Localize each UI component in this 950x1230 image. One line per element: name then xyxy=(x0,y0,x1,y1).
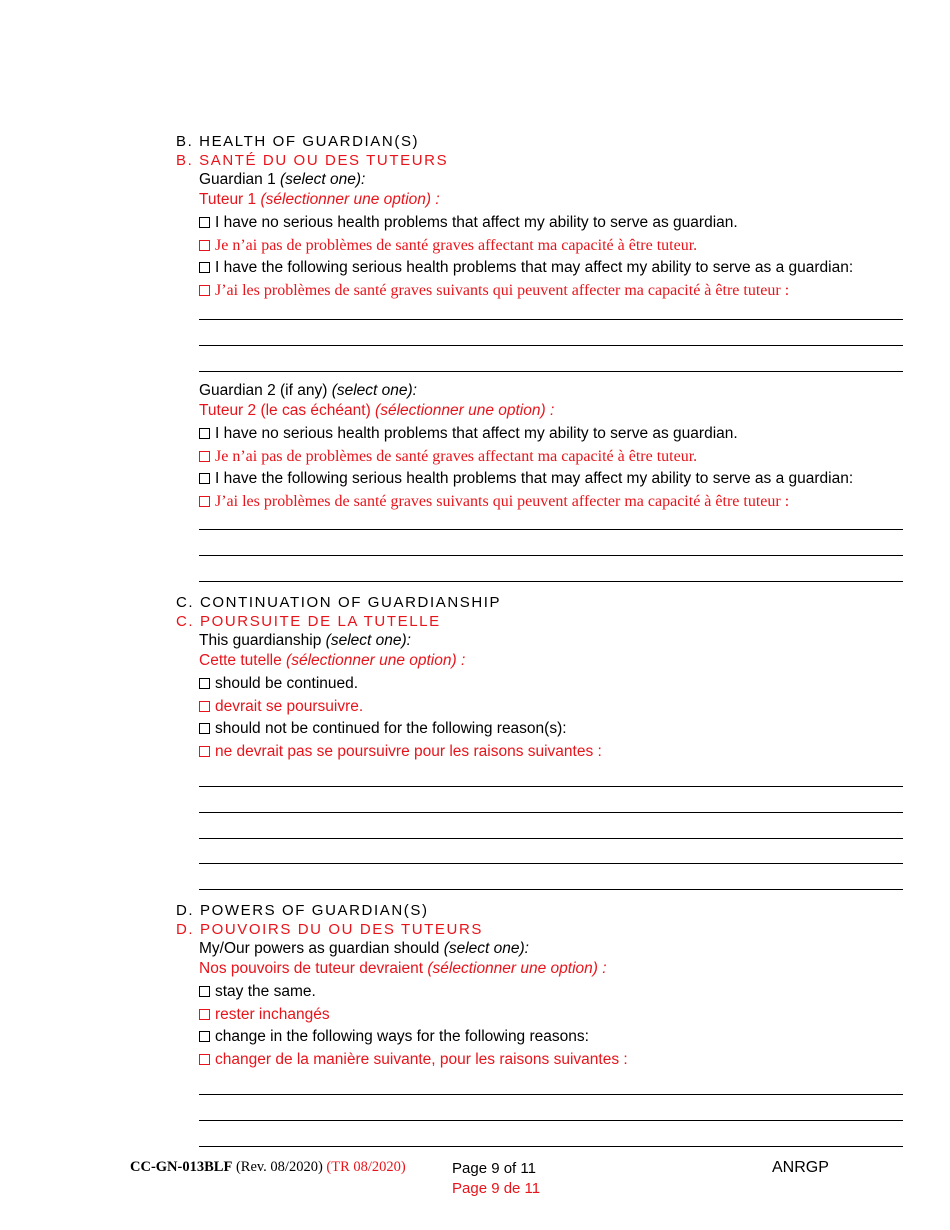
option-label: change in the following ways for the following reasons: xyxy=(215,1028,589,1045)
continue-option-en[interactable] xyxy=(199,675,358,693)
guardian2-label: Guardian 2 (if any) xyxy=(199,382,328,399)
section-b-heading-en: B. HEALTH OF GUARDIAN(S) xyxy=(176,133,420,150)
g1-answer-line[interactable] xyxy=(199,371,903,372)
checkbox[interactable] xyxy=(199,678,210,689)
powers-answer-line[interactable] xyxy=(199,1146,903,1147)
g1-answer-line[interactable] xyxy=(199,319,903,320)
powers-prompt-fr xyxy=(199,960,607,978)
checkbox[interactable] xyxy=(199,746,210,757)
continuation-answer-line[interactable] xyxy=(199,812,903,813)
continuation-label: This guardianship xyxy=(199,632,322,649)
option-label: ne devrait pas se poursuivre pour les raisons suivantes : xyxy=(215,743,602,760)
option-label: should be continued. xyxy=(215,675,359,692)
powers-answer-line[interactable] xyxy=(199,1120,903,1121)
checkbox[interactable] xyxy=(199,496,210,507)
guardian2-prompt-fr xyxy=(199,402,554,420)
checkbox[interactable] xyxy=(199,262,210,273)
powers-answer-line[interactable] xyxy=(199,1094,903,1095)
stay-same-option-fr[interactable] xyxy=(199,1006,330,1024)
checkbox[interactable] xyxy=(199,473,210,484)
court-acronym: ANRGP xyxy=(772,1159,829,1176)
guardian1-label-fr: Tuteur 1 xyxy=(199,191,257,208)
continuation-answer-line[interactable] xyxy=(199,838,903,839)
continuation-answer-line[interactable] xyxy=(199,786,903,787)
section-c-heading-en: C. CONTINUATION OF GUARDIANSHIP xyxy=(176,594,502,611)
translation-date: (TR 08/2020) xyxy=(326,1159,406,1175)
checkbox[interactable] xyxy=(199,723,210,734)
continuation-answer-line[interactable] xyxy=(199,863,903,864)
stay-same-option-en[interactable] xyxy=(199,983,316,1001)
checkbox[interactable] xyxy=(199,285,210,296)
continue-option-fr[interactable] xyxy=(199,698,363,716)
g1-option-problems-en[interactable] xyxy=(199,259,853,277)
option-label: I have the following serious health problems that may affect my ability to serve as a guardian: xyxy=(215,470,854,487)
option-label: changer de la manière suivante, pour les raisons suivantes : xyxy=(215,1051,628,1068)
change-option-en[interactable] xyxy=(199,1028,589,1046)
option-label: I have the following serious health problems that may affect my ability to serve as a guardian: xyxy=(215,259,854,276)
powers-prompt-en xyxy=(199,940,529,958)
page-number-en: Page 9 of 11 xyxy=(452,1160,536,1177)
option-label: devrait se poursuivre. xyxy=(215,698,364,715)
checkbox[interactable] xyxy=(199,701,210,712)
section-b-heading-fr: B. SANTÉ DU OU DES TUTEURS xyxy=(176,152,449,169)
continuation-label-fr: Cette tutelle xyxy=(199,652,282,669)
form-identifier xyxy=(130,1158,406,1176)
option-label: J’ai les problèmes de santé graves suivants qui peuvent affecter ma capacité à être tuteur : xyxy=(215,493,790,510)
g2-answer-line[interactable] xyxy=(199,581,903,582)
form-code: CC-GN-013BLF xyxy=(130,1159,233,1175)
option-label: I have no serious health problems that affect my ability to serve as guardian. xyxy=(215,214,738,231)
guardian1-label: Guardian 1 xyxy=(199,171,276,188)
option-label: should not be continued for the following reason(s): xyxy=(215,720,567,737)
option-label: Je n’ai pas de problèmes de santé graves affectant ma capacité à être tuteur. xyxy=(215,237,698,254)
section-d-heading-en: D. POWERS OF GUARDIAN(S) xyxy=(176,902,429,919)
checkbox[interactable] xyxy=(199,1054,210,1065)
checkbox[interactable] xyxy=(199,1031,210,1042)
g2-option-problems-en[interactable] xyxy=(199,470,853,488)
select-one-hint: (select one): xyxy=(325,632,411,649)
select-one-hint: (select one): xyxy=(443,940,529,957)
checkbox[interactable] xyxy=(199,1009,210,1020)
powers-label: My/Our powers as guardian should xyxy=(199,940,440,957)
change-option-fr[interactable] xyxy=(199,1051,628,1069)
select-one-hint-fr: (sélectionner une option) : xyxy=(260,191,440,208)
option-label: J’ai les problèmes de santé graves suivants qui peuvent affecter ma capacité à être tuteur : xyxy=(215,282,790,299)
g2-option-problems-fr[interactable] xyxy=(199,493,789,511)
not-continue-option-fr[interactable] xyxy=(199,743,602,761)
checkbox[interactable] xyxy=(199,451,210,462)
continuation-answer-line[interactable] xyxy=(199,889,903,890)
continuation-prompt-en xyxy=(199,632,411,650)
guardian2-label-fr: Tuteur 2 (le cas échéant) xyxy=(199,402,371,419)
guardian1-prompt-en xyxy=(199,171,365,189)
select-one-hint: (select one): xyxy=(280,171,366,188)
g2-option-no-problems-en[interactable] xyxy=(199,425,738,443)
select-one-hint-fr: (sélectionner une option) : xyxy=(286,652,466,669)
not-continue-option-en[interactable] xyxy=(199,720,567,738)
g1-answer-line[interactable] xyxy=(199,345,903,346)
checkbox[interactable] xyxy=(199,428,210,439)
checkbox[interactable] xyxy=(199,217,210,228)
select-one-hint: (select one): xyxy=(331,382,417,399)
section-d-heading-fr: D. POUVOIRS DU OU DES TUTEURS xyxy=(176,921,483,938)
guardian2-prompt-en xyxy=(199,382,417,400)
checkbox[interactable] xyxy=(199,986,210,997)
select-one-hint-fr: (sélectionner une option) : xyxy=(375,402,555,419)
g2-answer-line[interactable] xyxy=(199,529,903,530)
g1-option-no-problems-fr[interactable] xyxy=(199,237,697,255)
checkbox[interactable] xyxy=(199,240,210,251)
select-one-hint-fr: (sélectionner une option) : xyxy=(427,960,607,977)
option-label: stay the same. xyxy=(215,983,316,1000)
option-label: Je n’ai pas de problèmes de santé graves affectant ma capacité à être tuteur. xyxy=(215,448,698,465)
g2-answer-line[interactable] xyxy=(199,555,903,556)
section-c-heading-fr: C. POURSUITE DE LA TUTELLE xyxy=(176,613,441,630)
continuation-prompt-fr xyxy=(199,652,465,670)
g2-option-no-problems-fr[interactable] xyxy=(199,448,697,466)
g1-option-problems-fr[interactable] xyxy=(199,282,789,300)
powers-label-fr: Nos pouvoirs de tuteur devraient xyxy=(199,960,424,977)
option-label: rester inchangés xyxy=(215,1006,330,1023)
guardian1-prompt-fr xyxy=(199,191,440,209)
option-label: I have no serious health problems that affect my ability to serve as guardian. xyxy=(215,425,738,442)
page-number-fr: Page 9 de 11 xyxy=(452,1180,541,1197)
g1-option-no-problems-en[interactable] xyxy=(199,214,738,232)
revision-date: (Rev. 08/2020) xyxy=(235,1159,323,1175)
